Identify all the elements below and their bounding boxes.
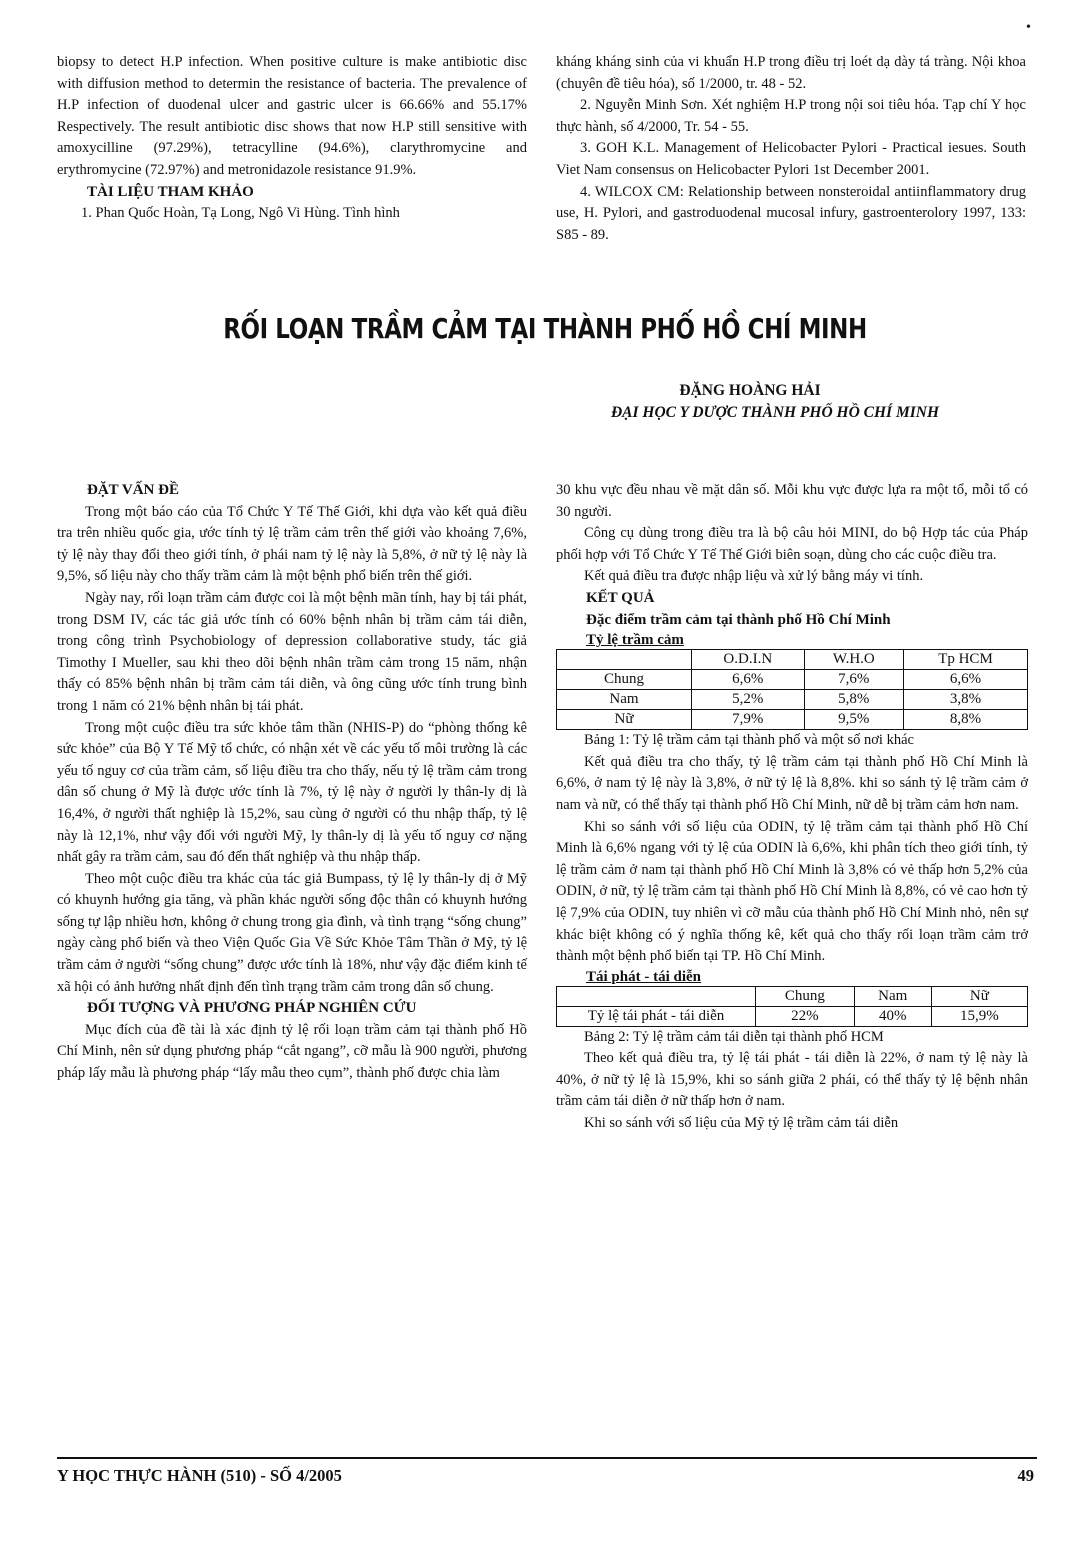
- paragraph: Trong một báo cáo của Tổ Chức Y Tế Thế Giới, khi dựa vào kết quả điều tra trên nhiều quốc gia, ước tính tỷ lệ trầm cảm trên thế giới vào khoảng 7,6%, tỷ lệ này thay đổi theo giới tính, ở phái nam tỷ lệ này là 5,8%, ở nữ tỷ lệ này là 9,5%, số liệu này cho thấy trầm cảm là một bệnh phổ biến trên thế giới.: [57, 503, 527, 585]
- table-cell: 15,9%: [931, 1006, 1027, 1026]
- page-speck: •: [1026, 20, 1031, 35]
- table-relapse-rates: [556, 986, 1028, 1027]
- table-header-cell: Tp HCM: [903, 650, 1027, 670]
- paragraph: Theo một cuộc điều tra khác của tác giả Bumpass, tỷ lệ ly thân-ly dị ở Mỹ có khuynh hướng gia tăng, và phần khác người sống độc thân có khuynh hướng sống tự lập nhiều hơn, không ở chung trong gia đình, và tình trạng “sống chung” ngày càng phổ biến và theo Viện Quốc Gia Về Sức Khỏe Tâm Thần ở Mỹ, tỷ lệ trầm cảm ở người “sống chung” được ước tính là 18%, như vậy đặc điểm kinh tế xã hội có ảnh hưởng nhất định đến tình trạng trầm cảm trong dân số chung.: [57, 870, 527, 995]
- table-cell: 9,5%: [804, 710, 903, 730]
- table-cell: 6,6%: [903, 670, 1027, 690]
- table-cell: 7,6%: [804, 670, 903, 690]
- table2-caption: Bảng 2: Tỷ lệ trầm cảm tái diễn tại thành phố HCM: [584, 1028, 884, 1045]
- body-left-column: [57, 480, 527, 1085]
- reference-2: 2. Nguyễn Minh Sơn. Xét nghiệm H.P trong nội soi tiêu hóa. Tạp chí Y học thực hành, số 4/2000, Tr. 54 - 55.: [556, 97, 1026, 135]
- reference-4: 4. WILCOX CM: Relationship between nonsteroidal antiinflammatory drug use, H. Pylori, and gastroduodenal mucosal infury, gastroenterolory 1997, 133: S85 - 89.: [556, 183, 1026, 243]
- paragraph: Kết quả điều tra cho thấy, tỷ lệ trầm cảm tại thành phố Hồ Chí Minh là 6,6%, ở nam tỷ lệ này là 3,8%, ở nữ tỷ lệ là 8,8%. khi so sánh tỷ lệ trầm cảm ở nam và nữ, có thể thấy tại thành phố Hồ Chí Minh, nữ dễ bị trầm cảm hơn nam.: [556, 753, 1028, 813]
- table-header-row: [557, 986, 1028, 1006]
- table-row: [557, 710, 1028, 730]
- section-heading-results: KẾT QUẢ: [586, 589, 655, 606]
- paragraph: 30 khu vực đều nhau về mặt dân số. Mỗi khu vực được lựa ra một tổ, mỗi tổ có 30 người.: [556, 482, 1028, 520]
- table1-caption: Bảng 1: Tỷ lệ trầm cảm tại thành phố và một số nơi khác: [584, 732, 914, 749]
- paragraph: Trong một cuộc điều tra sức khỏe tâm thần (NHIS-P) do “phòng thống kê sức khỏe” của Bộ Y Tế Mỹ tổ chức, có nhận xét về các yếu tố môi trường là các yếu tố nguy cơ của trầm cảm, số liệu điều tra cho thấy, nếu tỷ lệ trầm cảm trong dân số chung ở Mỹ là được ước tính là 7%, tỷ lệ này ở người ly thân-ly dị là 16,4%, ở người thất nghiệp là 15,2%, sau cùng ở người có thu nhập thấp, tỷ lệ này là 12,1%, như vậy đối với người Mỹ, ly thân-ly dị là yếu tố nguy cơ nặng nhất gây ra trầm cảm, sau đó đến thất nghiệp và thu nhập thấp.: [57, 719, 527, 866]
- section-heading-methods: ĐỐI TƯỢNG VÀ PHƯƠNG PHÁP NGHIÊN CỨU: [87, 1000, 417, 1017]
- paragraph: Khi so sánh với số liệu của Mỹ tỷ lệ trầm cảm tái diễn: [584, 1115, 899, 1132]
- table-cell: 40%: [854, 1006, 931, 1026]
- table-header-cell: W.H.O: [804, 650, 903, 670]
- table-cell: 7,9%: [692, 710, 805, 730]
- paragraph: Kết quả điều tra được nhập liệu và xử lý bằng máy vi tính.: [584, 568, 924, 585]
- author-name: ĐẶNG HOÀNG HẢI: [679, 382, 821, 399]
- table2-label: Tái phát - tái diễn: [586, 968, 702, 985]
- table-header-cell: [557, 650, 692, 670]
- abstract-text: biopsy to detect H.P infection. When positive culture is make antibiotic disc with diffusion method to determin the resistance of bacteria. The prevalence of H.P infection of duodenal ulcer and gastric ulcer is 66.66% and 55.17% Respectively. The result antibiotic disc shows that now H.P still sensitive with amoxycilline (97.29%), tetracylline (94.6%), clarythromycine and erythromycine (72.97%) and metronidazole resistance 91.9%.: [57, 54, 527, 178]
- table-header-row: [557, 650, 1028, 670]
- paragraph: Mục đích của đề tài là xác định tỷ lệ rối loạn trầm cảm tại thành phố Hồ Chí Minh, nên sử dụng phương pháp “cắt ngang”, cỡ mẫu là 900 người, phương pháp lấy mẫu là phương pháp “lấy mẫu theo cụm”, thành phố được chia làm: [57, 1021, 527, 1082]
- abstract-continuation: [57, 52, 527, 225]
- footer-rule: [57, 1457, 1037, 1459]
- table-cell: 22%: [756, 1006, 855, 1026]
- table-cell: Tỷ lệ tái phát - tái diễn: [557, 1006, 756, 1026]
- paragraph: Theo kết quả điều tra, tỷ lệ tái phát - tái diễn là 22%, ở nam tỷ lệ này là 40%, ở nữ tỷ lệ là 15,9%, khi so sánh giữa 2 phái, có thể thấy tỷ lệ bệnh nhân trầm cảm tái diễn ở nữ thấp hơn ở nam.: [556, 1050, 1028, 1110]
- paragraph: Ngày nay, rối loạn trầm cảm được coi là một bệnh mãn tính, hay bị tái phát, trong DSM IV, các tác giả ước tính có 60% bệnh nhân bị trầm cảm tái diễn, trong công trình Psychobiology of depression collaborative study, tác giả Timothy I Mueller, sau khi theo dõi bệnh nhân trầm cảm trong 15 năm, nhận thấy có 85% bệnh nhân bị trầm cảm tái diễn, và ông cũng ước tính trung bình trong 1 năm có 21% bệnh nhân bị tái phát.: [57, 589, 527, 714]
- table-header-cell: Chung: [756, 986, 855, 1006]
- paragraph: Khi so sánh với số liệu của ODIN, tỷ lệ trầm cảm tại thành phố Hồ Chí Minh là 6,6% ngang với tỷ lệ của ODIN là 6,6%, khi phân tích theo giới tính, tỷ lệ trầm cảm ở nam tại thành phố Hồ Chí Minh là 3,8% có vẻ thấp hơn 5,2% của ODIN, ở nữ, tỷ lệ trầm cảm tại thành phố Hồ Chí Minh là 8,8%, có vẻ cao hơn tỷ lệ 7,9% của ODIN, tuy nhiên vì cỡ mẫu của thành phố Hồ Chí Minh nhỏ, nên sự khác biệt không có ý nghĩa thống kê, kết quả cho thấy rối loạn trầm cảm trở thành một bệnh phổ biến tại TP. Hồ Chí Minh.: [556, 818, 1028, 965]
- journal-footer: Y HỌC THỰC HÀNH (510) - SỐ 4/2005: [57, 1466, 342, 1485]
- reference-1-start: 1. Phan Quốc Hoàn, Tạ Long, Ngô Vi Hùng. Tình hình: [81, 205, 400, 222]
- table-cell: 5,2%: [692, 690, 805, 710]
- table-header-cell: Nữ: [931, 986, 1027, 1006]
- article-title: RỐI LOẠN TRẦM CẢM TẠI THÀNH PHỐ HỒ CHÍ MINH: [223, 312, 867, 345]
- table-depression-rates: [556, 649, 1028, 730]
- reference-1-end: kháng kháng sinh của vi khuẩn H.P trong điều trị loét dạ dày tá tràng. Nội khoa (chuyên đề tiêu hóa), số 1/2000, tr. 48 - 52.: [556, 54, 1026, 92]
- author-affiliation: ĐẠI HỌC Y DƯỢC THÀNH PHỐ HỒ CHÍ MINH: [610, 404, 940, 421]
- references-heading: TÀI LIỆU THAM KHẢO: [87, 183, 254, 200]
- table-cell: Chung: [557, 670, 692, 690]
- table-header-cell: [557, 986, 756, 1006]
- references-list: [556, 52, 1026, 246]
- section-heading-introduction: ĐẶT VẤN ĐỀ: [87, 482, 179, 498]
- table-cell: 8,8%: [903, 710, 1027, 730]
- results-subheading: Đặc điểm trầm cảm tại thành phố Hồ Chí Minh: [586, 611, 891, 628]
- table1-label: Tỷ lệ trầm cảm: [586, 632, 684, 649]
- table-row: [557, 690, 1028, 710]
- table-header-cell: O.D.I.N: [692, 650, 805, 670]
- table-row: [557, 1006, 1028, 1026]
- body-right-column: [556, 480, 1028, 1135]
- table-cell: Nữ: [557, 710, 692, 730]
- table-header-cell: Nam: [854, 986, 931, 1006]
- page-number: 49: [1017, 1466, 1034, 1485]
- table-cell: Nam: [557, 690, 692, 710]
- paragraph: Công cụ dùng trong điều tra là bộ câu hỏi MINI, do bộ Hợp tác của Pháp phối hợp với Tổ Chức Y Tế Thế Giới biên soạn, dùng cho các cuộc điều tra.: [556, 525, 1028, 563]
- table-cell: 5,8%: [804, 690, 903, 710]
- table-cell: 6,6%: [692, 670, 805, 690]
- table-cell: 3,8%: [903, 690, 1027, 710]
- table-row: [557, 670, 1028, 690]
- reference-3: 3. GOH K.L. Management of Helicobacter Pylori - Practical iesues. South Viet Nam consensus on Helicobacter Pylori 1st December 2001.: [556, 140, 1026, 178]
